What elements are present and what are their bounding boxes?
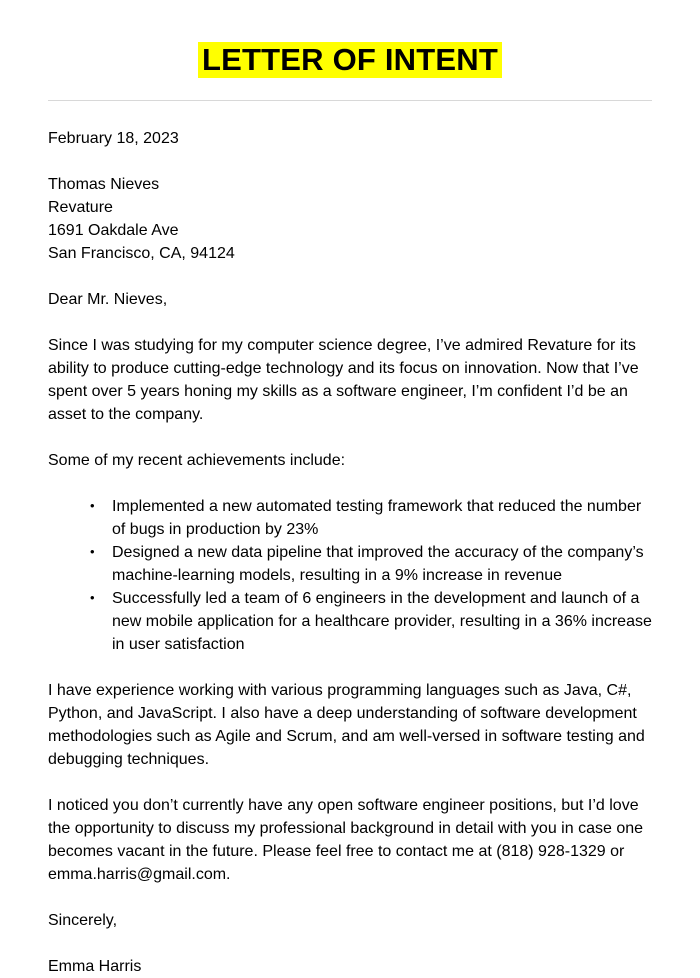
achievements-list: [48, 495, 652, 656]
document-title-container: [48, 0, 652, 78]
list-item: • Successfully led a team of 6 engineers in the development and launch of a new mobile application for a healthcare provider, resulting in a 36% increase in user satisfaction: [90, 587, 652, 656]
list-item: • Implemented a new automated testing framework that reduced the number of bugs in production by 23%: [90, 495, 652, 541]
recipient-address-block: [48, 173, 652, 265]
page-title: LETTER OF INTENT: [198, 42, 502, 78]
paragraph-closing: I noticed you don’t currently have any open software engineer positions, but I’d love the opportunity to discuss my professional background in detail with you in case one becomes vacant in the future. Please feel free to contact me at (818) 928-1329 or emma.harris@gmail.com.: [48, 797, 644, 884]
closing-salutation: Sincerely,: [48, 912, 118, 930]
recipient-street: 1691 Oakdale Ave: [48, 222, 179, 240]
signature-name: Emma Harris: [48, 958, 142, 976]
recipient-city-state-zip: San Francisco, CA, 94124: [48, 245, 235, 263]
achievements-lead-in: Some of my recent achievements include:: [48, 452, 346, 470]
letter-body: [48, 127, 652, 978]
letter-date: February 18, 2023: [48, 130, 179, 148]
recipient-company: Revature: [48, 199, 113, 217]
list-item: • Designed a new data pipeline that improved the accuracy of the company’s machine-learning models, resulting in a 9% increase in revenue: [90, 541, 652, 587]
paragraph-skills: I have experience working with various programming languages such as Java, C#, Python, and JavaScript. I also have a deep understanding of software development methodologies such as Agile and Scrum, and am well-versed in software testing and debugging techniques.: [48, 682, 645, 769]
paragraph-intro: Since I was studying for my computer science degree, I’ve admired Revature for its ability to produce cutting-edge technology and its focus on innovation. Now that I’ve spent over 5 years honing my skills as a software engineer, I’m confident I’d be an asset to the company.: [48, 337, 639, 424]
salutation: Dear Mr. Nieves,: [48, 291, 168, 309]
recipient-name: Thomas Nieves: [48, 176, 160, 194]
title-divider: [48, 100, 652, 101]
